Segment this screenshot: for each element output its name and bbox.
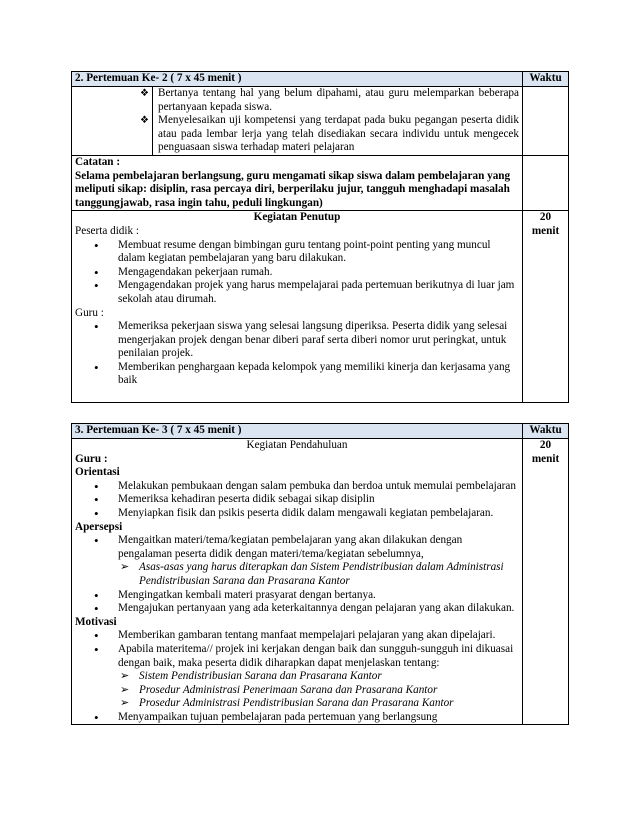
penutup-title: Kegiatan Penutup [253, 211, 341, 224]
guru-label: Guru : [75, 452, 108, 465]
guru-list [75, 320, 519, 388]
list-item: ➢ Asas-asas yang harus diterapkan dan Sistem Pendistribusian dalam Administrasi Pendistribusian Sarana dan Prasarana Kantor [75, 561, 519, 588]
list-item: • Mengaitkan materi/tema/kegiatan pembelajaran yang akan dilakukan dengan pengalaman peserta didik dengan materi/tema/kegiatan sebelumnya, [75, 534, 519, 561]
list-item: • Apabila materitema// projek ini kerjakan dengan baik dan sungguh-sungguh ini dikuasai dengan baik, maka peserta didik diharapkan dapat menjelaskan tentang: [75, 643, 519, 670]
list-item: • Mengagendakan pekerjaan rumah. [75, 266, 519, 280]
table-row [72, 439, 569, 725]
apersepsi-label: Apersepsi [75, 520, 123, 533]
guru-label: Guru : [75, 306, 104, 319]
pendahuluan-unit: menit [531, 452, 560, 465]
empty-cell [523, 87, 569, 156]
list-item: ➢ Prosedur Administrasi Pendistribusian Sarana dan Prasarana Kantor [75, 697, 519, 711]
pendahuluan-cell [72, 439, 523, 725]
table-header-row [72, 424, 569, 439]
pertemuan-3-title: 3. Pertemuan Ke- 3 ( 7 x 45 menit ) [72, 424, 523, 439]
table-row [72, 155, 569, 210]
peserta-label: Peserta didik : [75, 224, 140, 237]
orientasi-list [75, 480, 519, 521]
table-header-row [72, 72, 569, 87]
peserta-list [75, 239, 519, 307]
table-row [72, 211, 569, 403]
list-item: • Memeriksa pekerjaan siswa yang selesai langsung diperiksa. Peserta didik yang selesai mengerjakan projek dengan benar diberi paraf serta diberi nomor urut peringkat, untuk penilaian projek. [75, 320, 519, 361]
penutup-cell [72, 211, 523, 403]
motivasi-label: Motivasi [75, 615, 117, 628]
pendahuluan-title: Kegiatan Pendahuluan [246, 439, 348, 451]
empty-cell [523, 155, 569, 210]
list-item: • Menyampaikan tujuan pembelajaran pada pertemuan yang berlangsung [75, 711, 519, 725]
pertemuan-2-title: 2. Pertemuan Ke- 2 ( 7 x 45 menit ) [72, 72, 523, 87]
motivasi-end-list [75, 711, 519, 725]
motivasi-list [75, 629, 519, 670]
list-item: • Memberikan penghargaan kepada kelompok yang memiliki kinerja dan kerjasama yang baik [75, 361, 519, 388]
list-item: • Mengingatkan kembali materi prasyarat dengan bertanya. [75, 589, 519, 603]
apersepsi-more-list [75, 589, 519, 616]
penutup-time: 20 [539, 211, 552, 224]
list-item: • Menyiapkan fisik dan psikis peserta didik dalam mengawali kegiatan pembelajaran. [75, 507, 519, 521]
list-item: ➢ Prosedur Administrasi Penerimaan Sarana dan Prasarana Kantor [75, 684, 519, 698]
apersepsi-list [75, 534, 519, 561]
catatan-cell [72, 155, 523, 210]
catatan-body: Selama pembelajaran berlangsung, guru mengamati sikap siswa dalam pembelajaran yang meliputi sikap: disiplin, rasa percaya diri, berperilaku jujur, tangguh menghadapi masalah tanggungjawab, rasa ingin tahu, peduli lingkungan) [75, 169, 511, 209]
list-item: • Memberikan gambaran tentang manfaat mempelajari pelajaran yang akan dipelajari. [75, 629, 519, 643]
waktu-header: Waktu [523, 72, 569, 87]
list-item: • Mengagendakan projek yang harus mempelajarai pada pertemuan berikutnya di luar jam sekolah atau dirumah. [75, 279, 519, 306]
pendahuluan-time: 20 [539, 439, 552, 451]
activity-cell [153, 87, 523, 156]
waktu-header: Waktu [523, 424, 569, 439]
list-item: • Memeriksa kehadiran peserta didik sebagai sikap disiplin [75, 493, 519, 507]
pertemuan-2-table [71, 71, 569, 403]
pertemuan-3-table [71, 423, 569, 725]
list-item: • Mengajukan pertanyaan yang ada keterkaitannya dengan pelajaran yang akan dilakukan. [75, 602, 519, 616]
list-item: ❖ Bertanya tentang hal yang belum dipahami, atau guru melemparkan beberapa pertanyaan kepada siswa. [136, 87, 519, 114]
penutup-time-cell [523, 211, 569, 403]
catatan-title: Catatan : [75, 155, 121, 168]
list-item: ➢ Sistem Pendistribusian Sarana dan Prasarana Kantor [75, 670, 519, 684]
list-item: • Membuat resume dengan bimbingan guru tentang point-point penting yang muncul dalam kegiatan pembelajaran yang baru dilakukan. [75, 239, 519, 266]
motivasi-sub-list [75, 670, 519, 711]
orientasi-label: Orientasi [75, 466, 120, 479]
list-item: ❖ Menyelesaikan uji kompetensi yang terdapat pada buku pegangan peserta didik atau pada lembar lerja yang telah disediakan secara individu untuk mengecek penguasaan siswa terhadap materi pelajaran [136, 114, 519, 155]
apersepsi-sub-list [75, 561, 519, 588]
list-item: • Melakukan pembukaan dengan salam pembuka dan berdoa untuk memulai pembelajaran [75, 480, 519, 494]
activity-list [156, 87, 519, 155]
penutup-unit: menit [531, 224, 560, 237]
table-row [72, 87, 569, 156]
pendahuluan-time-cell [523, 439, 569, 725]
